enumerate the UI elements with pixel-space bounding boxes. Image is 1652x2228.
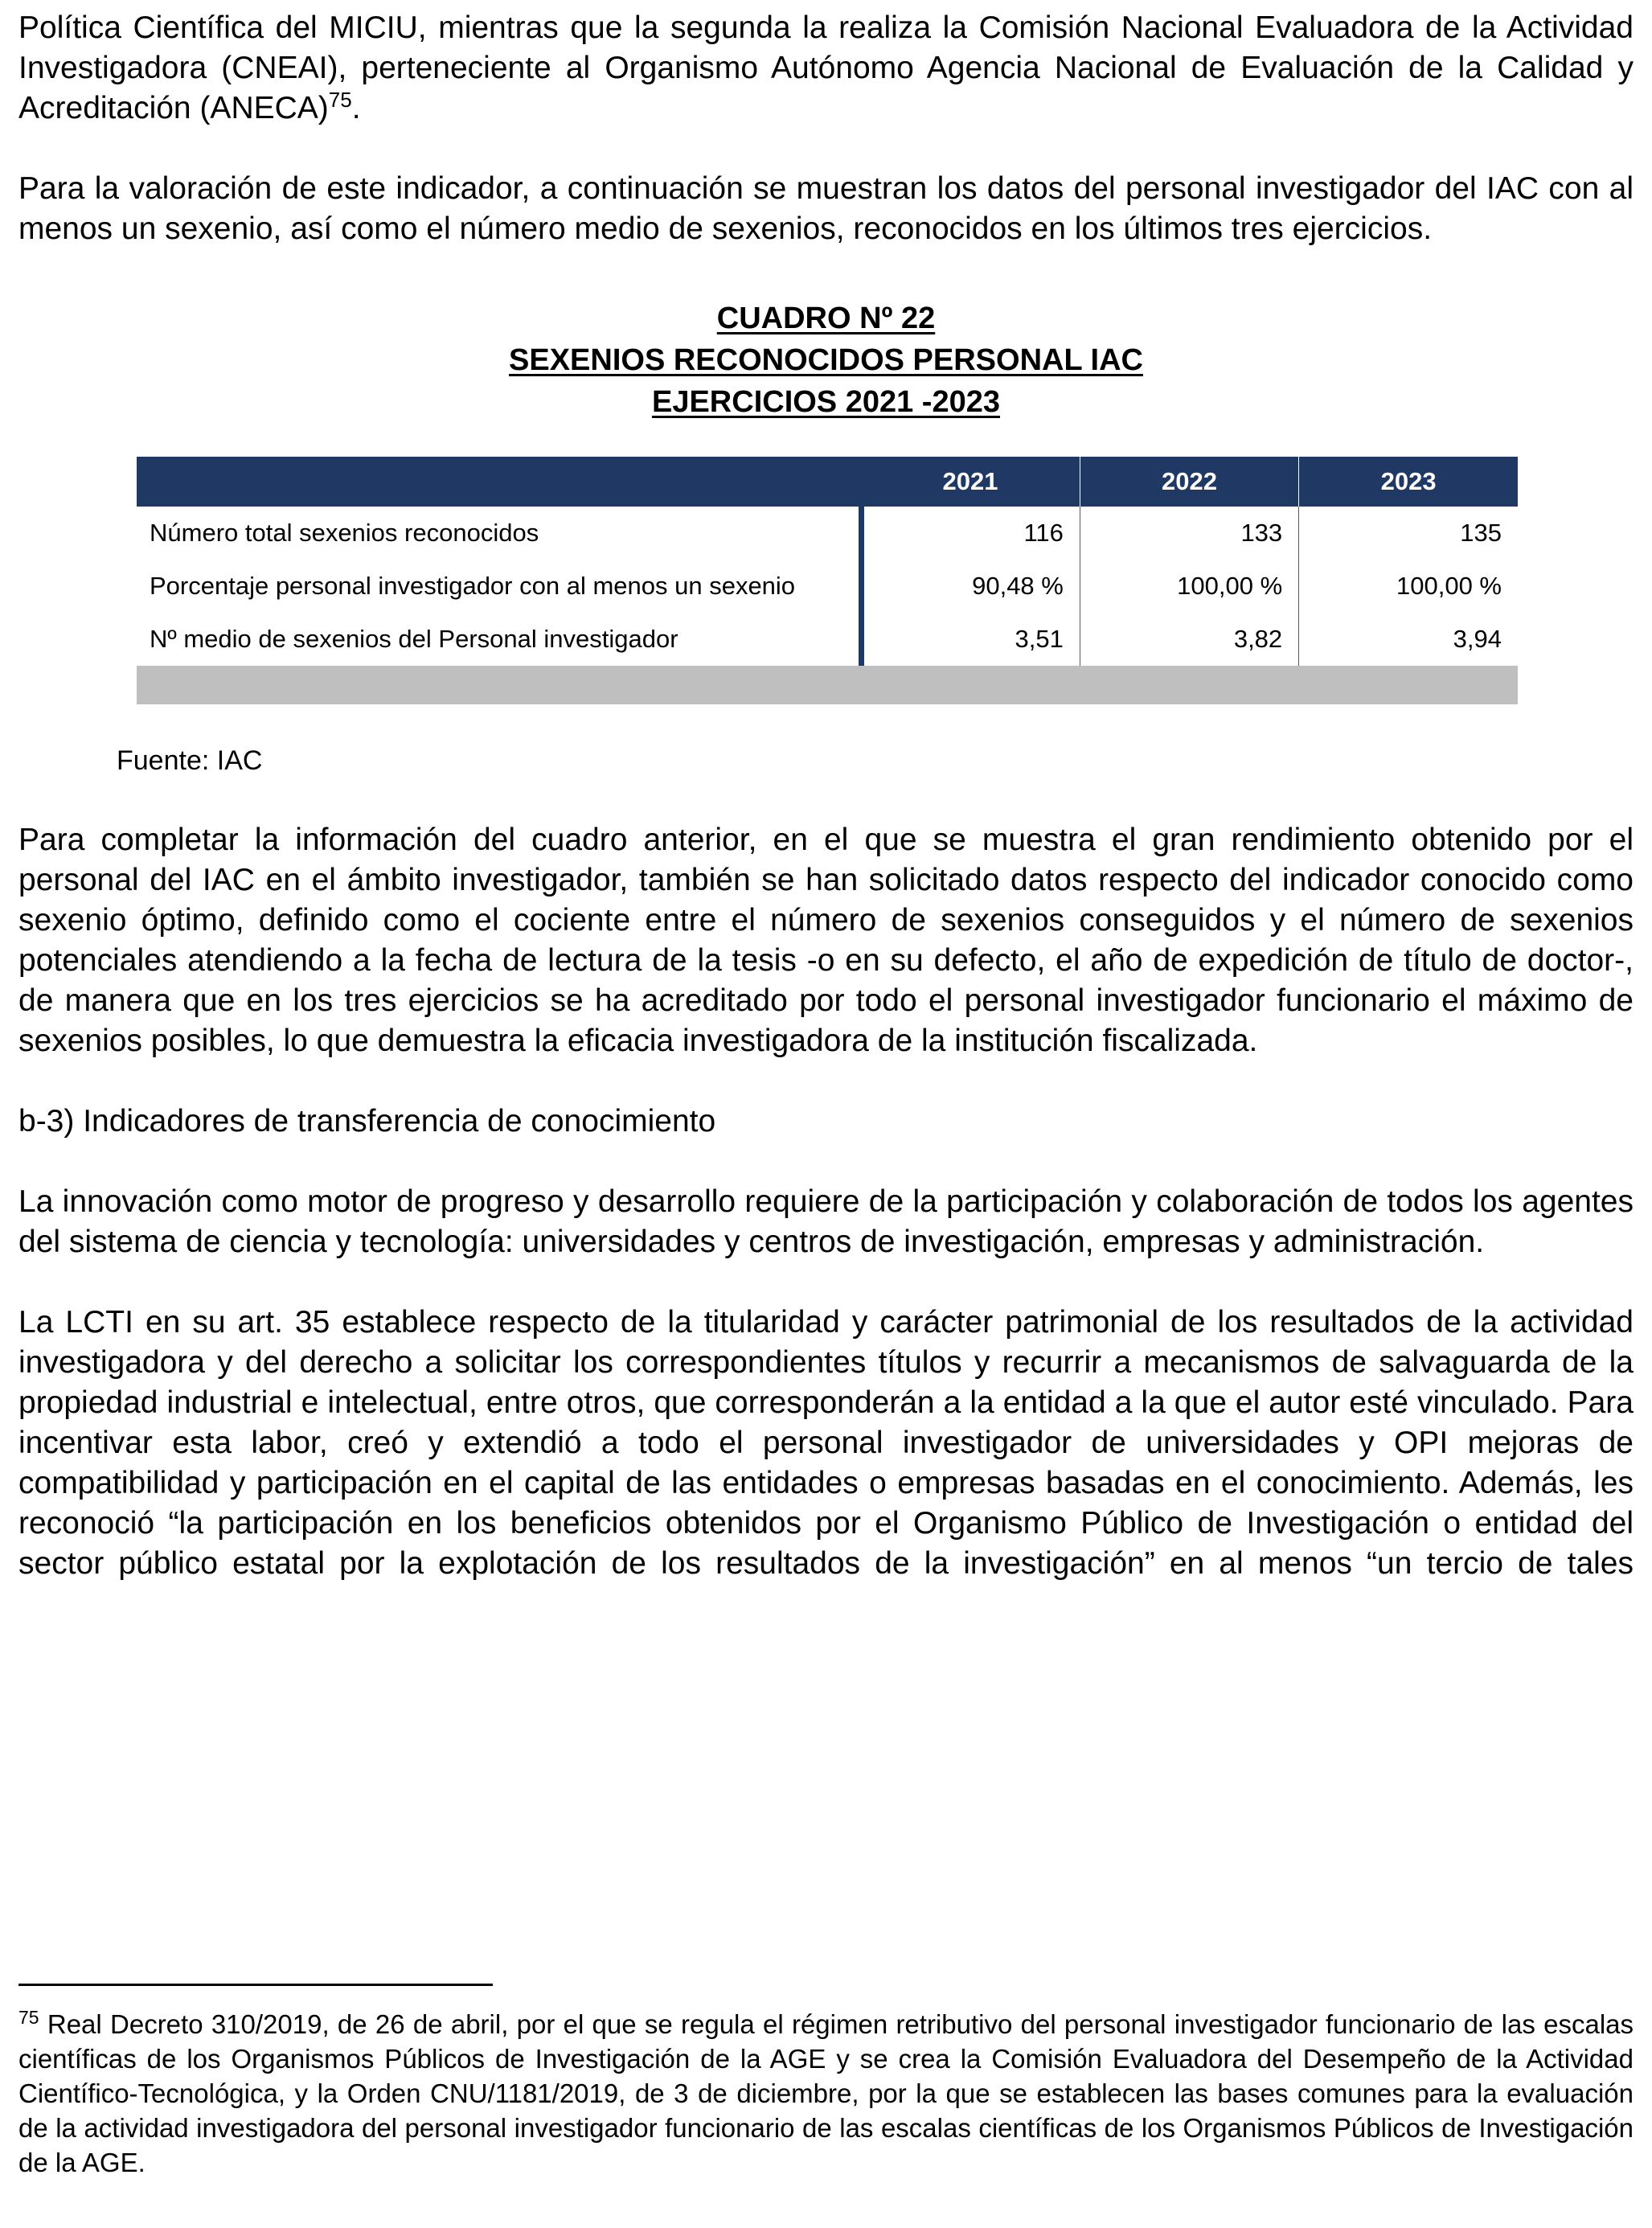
footnote-separator-rule	[18, 1984, 493, 1986]
table-footer-band	[137, 666, 1518, 704]
table-cell-value: 3,82	[1080, 613, 1298, 666]
table-title-cuadro: CUADRO Nº 22	[716, 302, 936, 335]
table-title	[18, 297, 1634, 423]
table-header-2023: 2023	[1299, 457, 1518, 507]
table-header-empty	[137, 457, 861, 507]
sexenios-table	[137, 457, 1518, 704]
table-title-line-1	[18, 297, 1634, 339]
footnote-75-ref: 75	[18, 2007, 39, 2028]
table-cell-value: 116	[861, 507, 1080, 560]
table-row	[137, 507, 1518, 560]
table-row	[137, 560, 1518, 613]
paragraph-valoracion: Para la valoración de este indicador, a continuación se muestran los datos del personal investigador del IAC con al menos un sexenio, así como el número medio de sexenios, reconocidos en los últimos tres ejercicios.	[18, 171, 1634, 246]
table-title-years: EJERCICIOS 2021 -2023	[651, 385, 1000, 419]
table-header	[137, 457, 1518, 507]
table-cell-value: 3,51	[861, 613, 1080, 666]
footnote-75-text: Real Decreto 310/2019, de 26 de abril, por el que se regula el régimen retributivo del personal investigador funcionario de las escalas científicas de los Organismos Públicos de Investigación de la AGE y se crea la Comisión Evaluadora del Desempeño de la Actividad Científico-Tecnológica, y la Orden CNU/1181/2019, de 3 de diciembre, por la que se establecen las bases comunes para la evaluación de la actividad investigadora del personal investigador funcionario de las escalas científicas de los Organismos Públicos de Investigación de la AGE.	[18, 2009, 1634, 2177]
table-body	[137, 507, 1518, 666]
table-cell-value: 100,00 %	[1080, 560, 1298, 613]
section-heading-b3: b-3) Indicadores de transferencia de conocimiento	[18, 1104, 716, 1139]
table-row-label: Porcentaje personal investigador con al menos un sexenio	[137, 560, 861, 613]
table-header-2021: 2021	[861, 457, 1080, 507]
table-footer-row	[137, 666, 1518, 704]
table-header-row	[137, 457, 1518, 507]
table-cell-value: 90,48 %	[861, 560, 1080, 613]
table-source: Fuente: IAC	[117, 745, 263, 776]
table-row-label: Número total sexenios reconocidos	[137, 507, 861, 560]
table-cell-value: 133	[1080, 507, 1298, 560]
paragraph-continuation-period: .	[351, 91, 361, 125]
paragraph-continuation-text: Política Científica del MICIU, mientras que la segunda la realiza la Comisión Nacional Evaluadora de la Actividad Investigadora (CNEAI), perteneciente al Organismo Autónomo Agencia Nacional de Evaluación de la Calidad y Acreditación (ANECA)	[18, 10, 1634, 125]
footnote-ref-marker: 75	[328, 88, 352, 112]
paragraph-completar: Para completar la información del cuadro anterior, en el que se muestra el gran rendimiento obtenido por el personal del IAC en el ámbito investigador, también se han solicitado datos respecto del indicador conocido como sexenio óptimo, definido como el cociente entre el número de sexenios conseguidos y el número de sexenios potenciales atendiendo a la fecha de lectura de la tesis -o en su defecto, el año de expedición de título de doctor-, de manera que en los tres ejercicios se ha acreditado por todo el personal investigador funcionario el máximo de sexenios posibles, lo que demuestra la eficacia investigadora de la institución fiscalizada.	[18, 823, 1634, 1058]
table-footer	[137, 666, 1518, 704]
table-header-2022: 2022	[1080, 457, 1298, 507]
table-row-label: Nº medio de sexenios del Personal investigador	[137, 613, 861, 666]
table-cell-value: 3,94	[1299, 613, 1518, 666]
paragraph-continuation	[18, 8, 1634, 129]
table-row	[137, 613, 1518, 666]
table-title-subject: SEXENIOS RECONOCIDOS PERSONAL IAC	[509, 343, 1143, 377]
table-cell-value: 135	[1299, 507, 1518, 560]
table-title-line-3	[18, 381, 1634, 423]
paragraph-innovacion: La innovación como motor de progreso y desarrollo requiere de la participación y colaboración de todos los agentes del sistema de ciencia y tecnología: universidades y centros de investigación, empresas y administración.	[18, 1184, 1634, 1259]
table-cell-value: 100,00 %	[1299, 560, 1518, 613]
paragraph-lcti: La LCTI en su art. 35 establece respecto de la titularidad y carácter patrimonial de los resultados de la actividad investigadora y del derecho a solicitar los correspondientes títulos y recurrir a mecanismos de salvaguarda de la propiedad industrial e intelectual, entre otros, que corresponderán a la entidad a la que el autor esté vinculado. Para incentivar esta labor, creó y extendió a todo el personal investigador de universidades y OPI mejoras de compatibilidad y participación en el capital de las entidades o empresas basadas en el conocimiento. Además, les reconoció “la participación en los beneficios obtenidos por el Organismo Público de Investigación o entidad del sector público estatal por la explotación de los resultados de la investigación” en al menos “un tercio de tales	[18, 1305, 1634, 1581]
footnote-section	[18, 1984, 1634, 2196]
table-title-line-2	[18, 339, 1634, 381]
footnote-75	[18, 2007, 1634, 2180]
